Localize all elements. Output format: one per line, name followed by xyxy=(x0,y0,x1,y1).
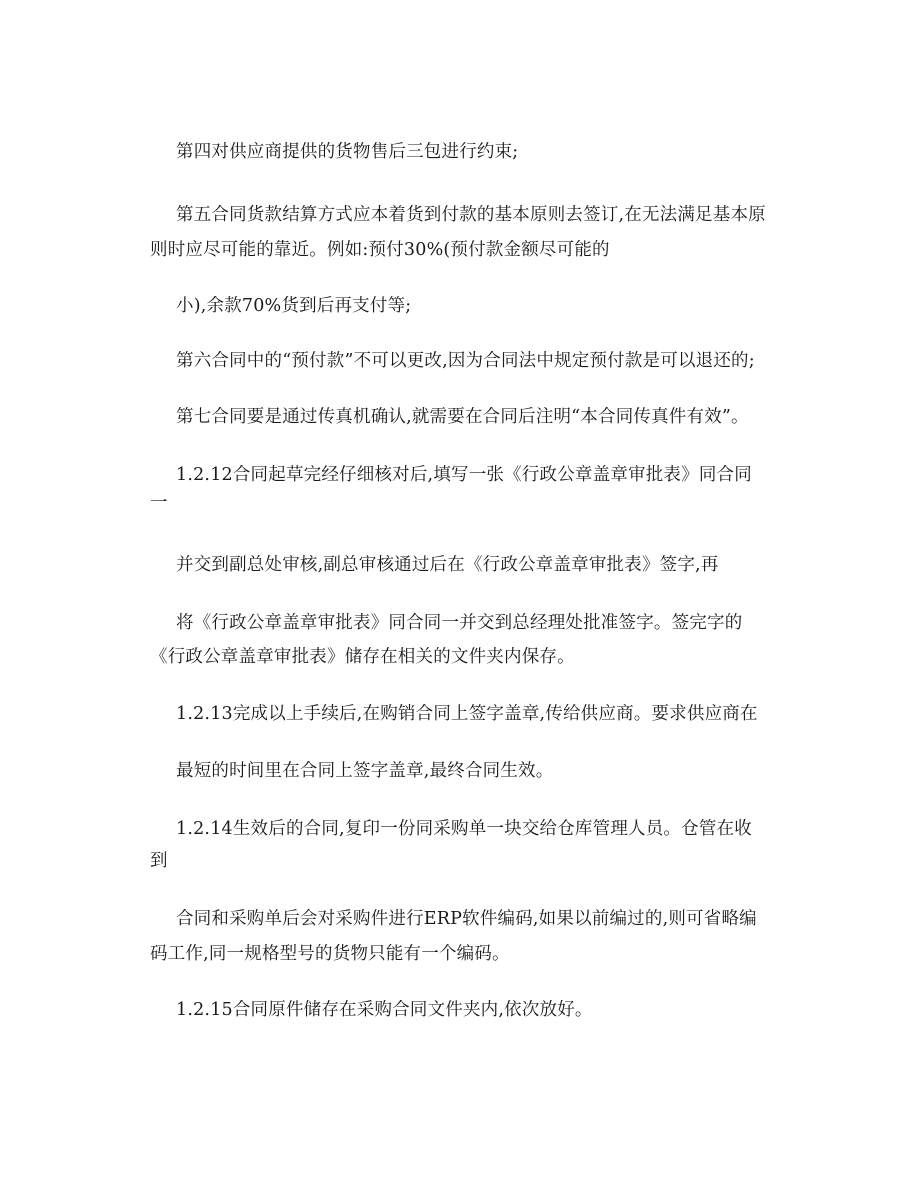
paragraph-line: 第四对供应商提供的货物售后三包进行约束; xyxy=(176,142,519,162)
paragraph-line: 并交到副总处审核,副总审核通过后在《行政公章盖章审批表》签字,再 xyxy=(176,555,719,575)
paragraph-line: 《行政公章盖章审批表》储存在相关的文件夹内保存。 xyxy=(150,647,575,667)
paragraph-line: 第七合同要是通过传真机确认,就需要在合同后注明“本合同传真件有效”。 xyxy=(176,407,749,427)
paragraph-line: 1.2.13完成以上手续后,在购销合同上签字盖章,传给供应商。要求供应商在 xyxy=(176,704,758,724)
paragraph-line: 合同和采购单后会对采购件进行ERP软件编码,如果以前编过的,则可省略编 xyxy=(176,909,757,929)
paragraph-line: 将《行政公章盖章审批表》同合同一并交到总经理处批准签字。签完字的 xyxy=(176,613,743,633)
paragraph-line: 最短的时间里在合同上签字盖章,最终合同生效。 xyxy=(176,761,554,781)
paragraph-line: 到 xyxy=(150,851,168,871)
paragraph-line: 1.2.14生效后的合同,复印一份同采购单一块交给仓库管理人员。仓管在收 xyxy=(176,819,752,839)
paragraph-line: 小),余款70%货到后再支付等; xyxy=(176,296,412,316)
paragraph-line: 1.2.12合同起草完经仔细核对后,填写一张《行政公章盖章审批表》同合同 xyxy=(176,465,752,485)
paragraph-line: 则时应尽可能的靠近。例如:预付30%(预付款金额尽可能的 xyxy=(150,240,610,260)
paragraph-line: 第五合同货款结算方式应本着货到付款的基本原则去签订,在无法满足基本原 xyxy=(176,205,766,225)
paragraph-line: 第六合同中的“预付款”不可以更改,因为合同法中规定预付款是可以退还的; xyxy=(176,351,755,371)
paragraph-line: 码工作,同一规格型号的货物只能有一个编码。 xyxy=(150,944,510,964)
paragraph-line: 1.2.15合同原件储存在采购合同文件夹内,依次放好。 xyxy=(176,1000,593,1020)
paragraph-line: 一 xyxy=(150,493,168,513)
